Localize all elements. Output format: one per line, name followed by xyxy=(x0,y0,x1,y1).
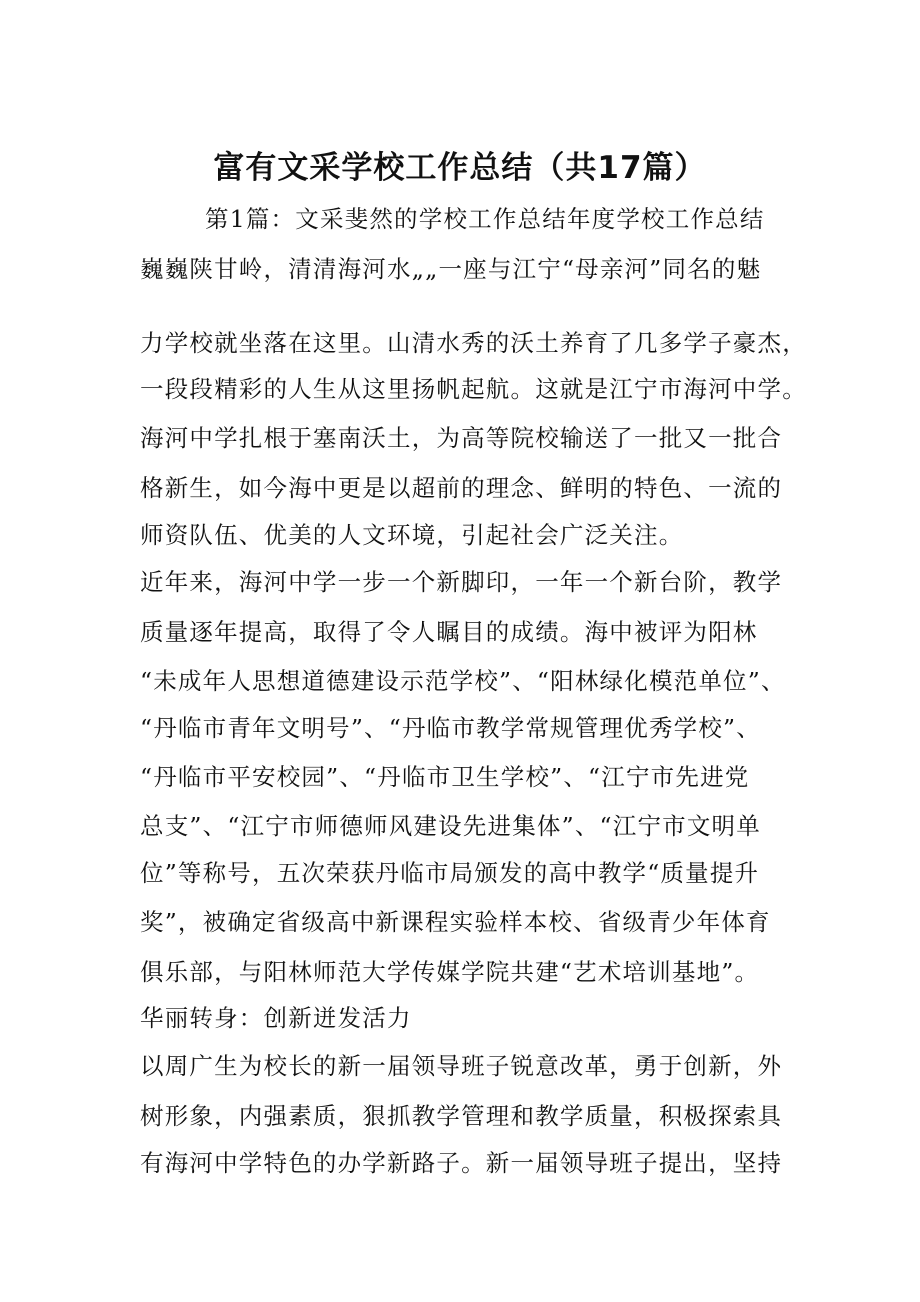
paragraph-line: 总支”、“江宁市师德师风建设先进集体”、“江宁市文明单 xyxy=(140,812,761,840)
paragraph-line: “丹临市平安校园”、“丹临市卫生学校”、“江宁市先进党 xyxy=(140,763,750,791)
document-title: 富有文采学校工作总结（共17篇） xyxy=(213,150,707,186)
paragraph-line: 海河中学扎根于塞南沃土，为高等院校输送了一批又一批合 xyxy=(140,424,783,452)
paragraph-line: “丹临市青年文明号”、“丹临市教学常规管理优秀学校”、 xyxy=(140,714,761,742)
paragraph-line: 质量逐年提高，取得了令人瞩目的成绩。海中被评为阳林 xyxy=(140,618,758,646)
paragraph-line: 俱乐部，与阳林师范大学传媒学院共建“艺术培训基地”。 xyxy=(140,958,760,986)
paragraph-line: 力学校就坐落在这里。山清水秀的沃土养育了几多学子豪杰， xyxy=(140,329,807,357)
paragraph-line: 一段段精彩的人生从这里扬帆起航。这就是江宁市海河中学。 xyxy=(140,375,807,403)
paragraph-line: 近年来，海河中学一步一个新脚印，一年一个新台阶，教学 xyxy=(140,568,783,596)
section-heading: 华丽转身：创新迸发活力 xyxy=(140,1004,412,1032)
paragraph-line: 格新生，如今海中更是以超前的理念、鲜明的特色、一流的 xyxy=(140,474,783,502)
paragraph-line: 有海河中学特色的办学新路子。新一届领导班子提出，坚持 xyxy=(140,1149,783,1177)
paragraph-line: 奖”，被确定省级高中新课程实验样本校、省级青少年体育 xyxy=(140,908,771,936)
paragraph-line: 位”等称号，五次荣获丹临市局颁发的高中教学“质量提升 xyxy=(140,859,760,887)
paragraph-line: “未成年人思想道德建设示范学校”、“阳林绿化模范单位”、 xyxy=(140,667,786,695)
paragraph-line-heading: 第1篇：文采斐然的学校工作总结年度学校工作总结 xyxy=(205,205,765,233)
paragraph-line: 以周广生为校长的新一届领导班子锐意改革，勇于创新，外 xyxy=(140,1052,783,1080)
paragraph-line: 师资队伍、优美的人文环境，引起社会广泛关注。 xyxy=(140,521,684,549)
paragraph-line: 树形象，内强素质，狠抓教学管理和教学质量，积极探索具 xyxy=(140,1102,783,1130)
paragraph-line: 巍巍陕甘岭，清清海河水„„一座与江宁“母亲河”同名的魅 xyxy=(140,255,762,283)
